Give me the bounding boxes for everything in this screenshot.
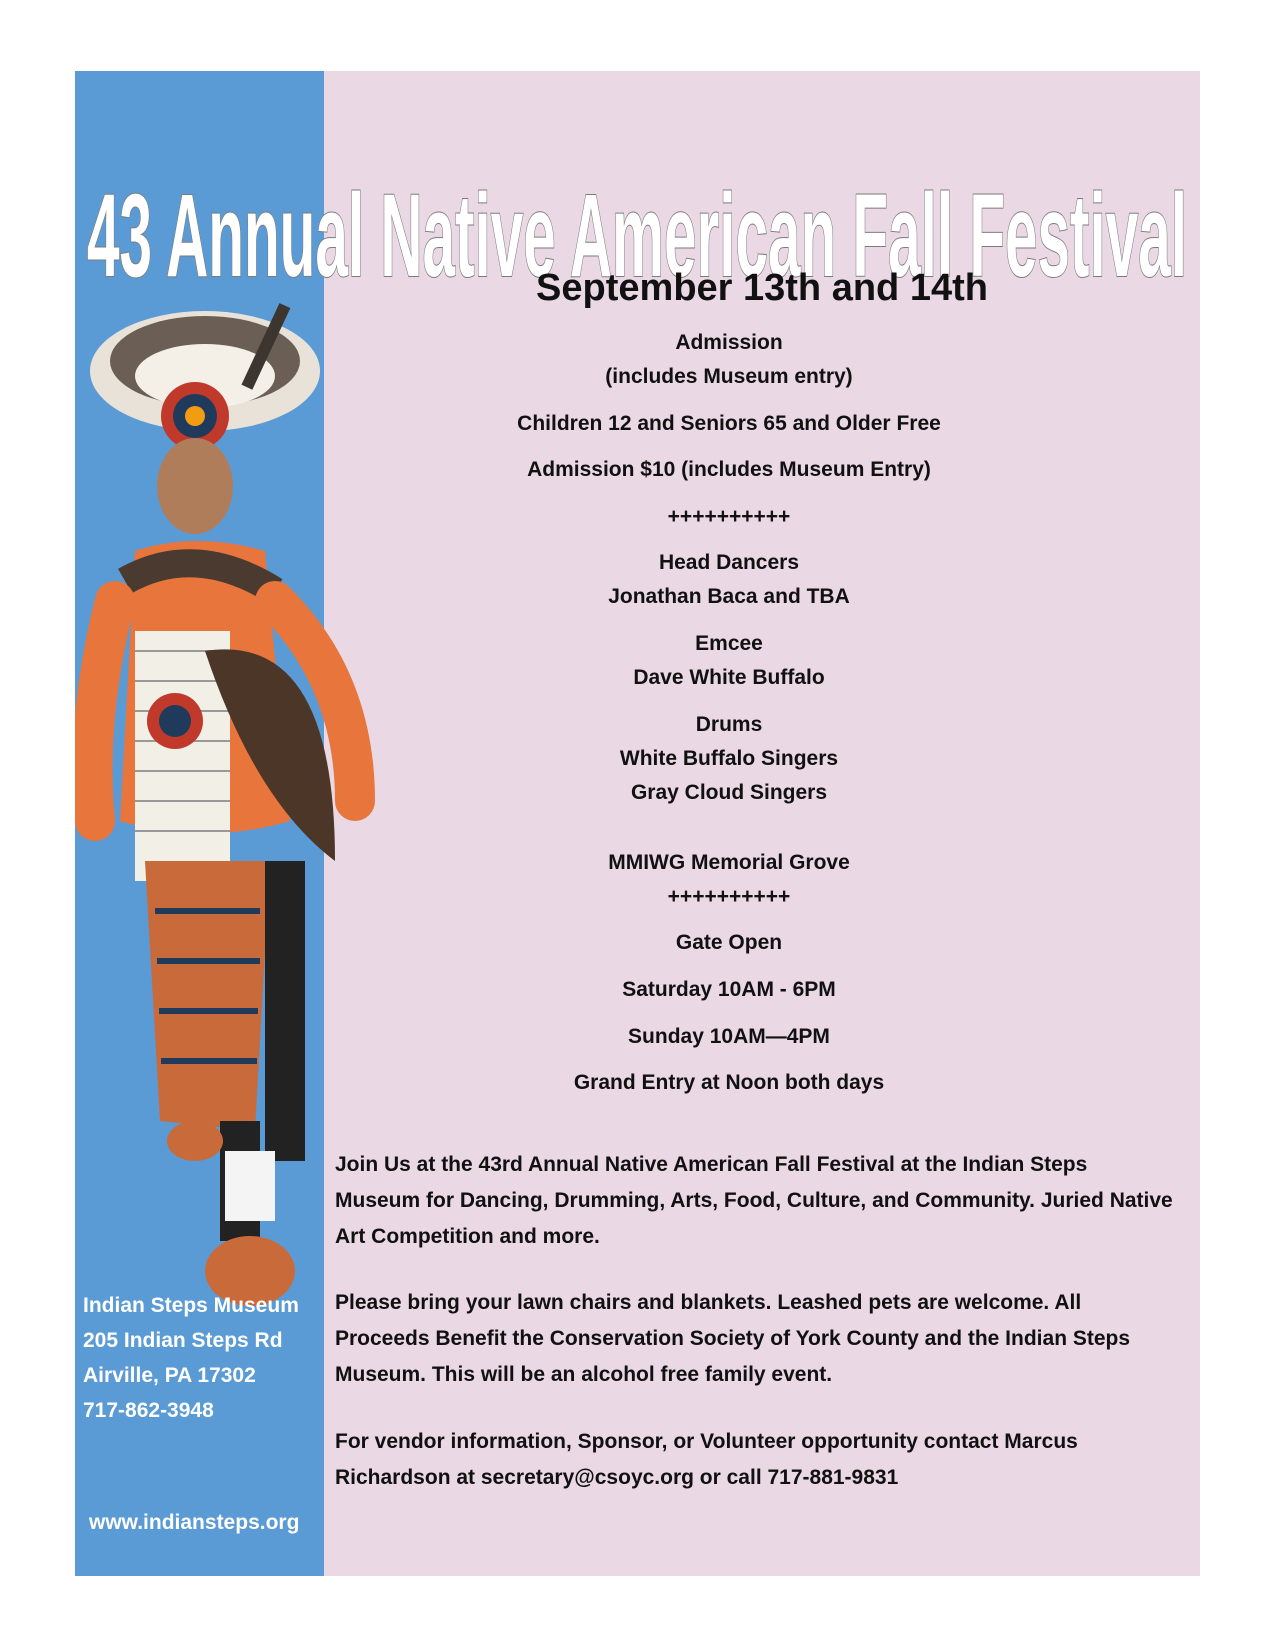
info-line: Emcee xyxy=(695,632,763,655)
info-line: Drums xyxy=(695,713,763,736)
info-line: MMIWG Memorial Grove xyxy=(608,851,850,874)
title-text: 43 Annual Native American Fall Festival xyxy=(87,170,1187,302)
museum-address xyxy=(83,1288,323,1428)
info-line: Gate Open xyxy=(675,931,783,954)
info-line: White Buffalo Singers xyxy=(619,747,839,770)
info-line: Sunday 10AM—4PM xyxy=(628,1025,830,1048)
paragraph-join: Join Us at the 43rd Annual Native American Fall Festival at the Indian Steps Museum for Dancing, Drumming, Arts, Food, Culture, and Community. Juried Native Art Competition and more. xyxy=(335,1153,1173,1248)
museum-city: Airville, PA 17302 xyxy=(83,1364,256,1387)
info-line: Gray Cloud Singers xyxy=(630,781,828,804)
info-line: Jonathan Baca and TBA xyxy=(608,585,850,608)
info-line: (includes Museum entry) xyxy=(605,365,853,388)
info-line: Saturday 10AM - 6PM xyxy=(622,978,836,1001)
divider-plus: ++++++++++ xyxy=(667,505,791,528)
info-line: Children 12 and Seniors 65 and Older Free xyxy=(517,412,941,435)
museum-phone: 717-862-3948 xyxy=(83,1399,214,1422)
info-line: Dave White Buffalo xyxy=(633,666,825,689)
museum-name: Indian Steps Museum xyxy=(83,1294,299,1317)
event-date: September 13th and 14th xyxy=(536,267,988,309)
info-line: Grand Entry at Noon both days xyxy=(573,1071,885,1094)
museum-street: 205 Indian Steps Rd xyxy=(83,1329,283,1352)
headdress xyxy=(90,303,320,450)
paragraph-bring: Please bring your lawn chairs and blankets. Leashed pets are welcome. All Proceeds Benefit the Conservation Society of York County and the Indian Steps Museum. This will be an alcohol free family event. xyxy=(335,1291,1131,1386)
info-line: Head Dancers xyxy=(658,551,800,574)
paragraph-vendor: For vendor information, Sponsor, or Volunteer opportunity contact Marcus Richardson at secretary@csoyc.org or call 717-881-9831 xyxy=(335,1430,1078,1489)
museum-website[interactable]: www.indiansteps.org xyxy=(89,1511,300,1534)
info-line: Admission xyxy=(675,331,783,354)
divider-plus: ++++++++++ xyxy=(667,885,791,908)
info-line: Admission $10 (includes Museum Entry) xyxy=(527,458,931,481)
